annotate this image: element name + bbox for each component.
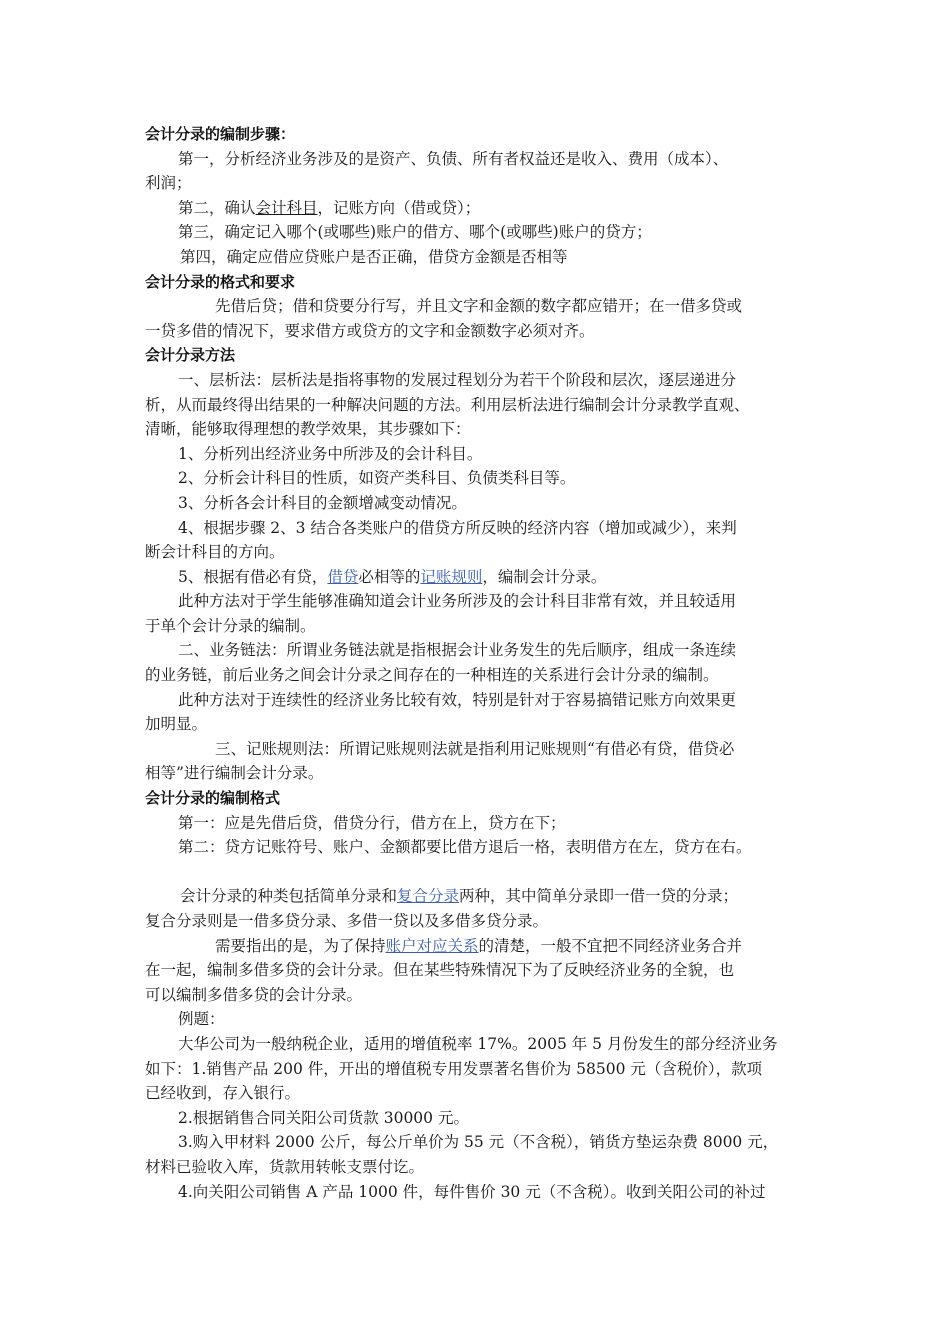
document-body [145,122,825,1204]
types-line-1 [145,884,825,909]
method-3-line-1: 三、记账规则法：所谓记账规则法就是指利用记账规则“有借必有贷，借贷必 [215,739,735,758]
format-req-line-1: 先借后贷；借和贷要分行写，并且文字和金额的数字都应错开；在一借多贷或 [215,297,743,316]
example-item-3-line-1: 3.购入甲材料 2000 公斤，每公斤单价为 55 元（不含税），销货方垫运杂费 8000 元， [178,1133,779,1152]
heading-steps: 会计分录的编制步骤： [145,125,296,143]
step-5-prefix: 5、根据有借必有贷， [178,567,328,586]
heading-format-requirements: 会计分录的格式和要求 [145,272,296,291]
method-1-step-2: 2、分析会计科目的性质，如资产类科目、负债类科目等。 [178,469,576,488]
method-2-note-line-2: 加明显。 [145,715,208,734]
compound-entry-link[interactable]: 复合分录 [397,887,460,906]
method-1-note-line-2: 于单个会计分录的编制。 [145,616,316,635]
step-1-line-2: 利润； [145,174,192,193]
types-line-2: 复合分录则是一借多贷分录、多借一贷以及多借多贷分录。 [145,912,549,930]
method-1-step-4-line-2: 断会计科目的方向。 [145,543,285,562]
types-prefix: 会计分录的种类包括简单分录和 [180,887,398,906]
method-2-line-2: 的业务链，前后业务之间会计分录之间存在的一种相连的关系进行会计分录的编制。 [145,666,719,685]
method-1-step-5 [145,565,825,590]
method-1-step-3: 3、分析各会计科目的金额增减变动情况。 [178,493,467,512]
note-line-2: 在一起，编制多借多贷的会计分录。但在某些特殊情况下为了反映经济业务的全貌，也 [145,961,735,980]
example-intro-line-1: 大华公司为一般纳税企业，适用的增值税率 17%。2005 年 5 月份发生的部分经济业务 [178,1034,778,1053]
step-4: 第四，确定应借应贷账户是否正确，借贷方金额是否相等 [180,247,568,266]
note-line-1 [145,934,825,959]
example-item-2: 2.根据销售合同关阳公司货款 30000 元。 [178,1108,469,1127]
method-2-note-line-1: 此种方法对于连续性的经济业务比较有效，特别是针对于容易搞错记账方向效果更 [178,690,737,709]
method-1-line-3: 清晰，能够取得理想的教学效果，其步骤如下： [145,420,471,439]
step-5-suffix: ，编制会计分录。 [482,567,607,586]
types-suffix: 两种，其中简单分录即一借一贷的分录； [459,887,739,906]
example-item-3-line-2: 材料已验收入库，货款用转帐支票付讫。 [145,1157,425,1176]
method-2-line-1: 二、业务链法：所谓业务链法就是指根据会计业务发生的先后顺序，组成一条连续 [178,641,737,660]
note-suffix: 的清楚，一般不宜把不同经济业务合并 [478,936,743,955]
format-rule-2: 第二：贷方记账符号、账户、金额都要比借方退后一格，表明借方在左，贷方在右。 [178,838,752,857]
note-line-3: 可以编制多借多贷的会计分录。 [145,985,363,1004]
note-prefix: 需要指出的是，为了保持 [215,936,386,955]
method-1-step-4-line-1: 4、根据步骤 2、3 结合各类账户的借贷方所反映的经济内容（增加或减少），来判 [178,518,737,537]
example-intro-line-3: 已经收到，存入银行。 [145,1084,301,1103]
step-5-middle: 必相等的 [358,567,421,586]
bookkeeping-rules-link[interactable]: 记账规则 [420,567,483,586]
step-2-suffix: ，记账方向（借或贷）； [317,198,481,217]
debit-credit-link[interactable]: 借贷 [327,567,359,586]
method-1-line-2: 析，从而最终得出结果的一种解决问题的方法。利用层析法进行编制会计分录教学直观、 [145,395,750,414]
example-item-4-line-1: 4.向关阳公司销售 A 产品 1000 件，每件售价 30 元（不含税）。收到关阳公司的补过 [178,1182,766,1201]
step-3: 第三，确定记入哪个(或哪些)账户的借方、哪个(或哪些)账户的贷方； [178,223,652,242]
format-rule-1: 第一：应是先借后贷，借贷分行，借方在上，贷方在下； [178,813,566,832]
heading-methods: 会计分录方法 [145,346,236,365]
account-correspondence-link[interactable]: 账户对应关系 [385,936,479,955]
step-2-prefix: 第二，确认 [178,198,256,217]
spacer [145,860,825,885]
accounting-subject-term: 会计科目 [255,198,318,217]
method-1-note-line-1: 此种方法对于学生能够准确知道会计业务所涉及的会计科目非常有效，并且较适用 [178,592,737,611]
example-title: 例题： [178,1010,225,1029]
method-3-line-2: 相等”进行编制会计分录。 [145,764,324,783]
example-intro-line-2: 如下：1.销售产品 200 件，开出的增值税专用发票著名售价为 58500 元（含税价），款项 [145,1059,763,1078]
step-1-line-1: 第一，分析经济业务涉及的是资产、负债、所有者权益还是收入、费用（成本）、 [178,149,729,168]
format-req-line-2: 一贷多借的情况下，要求借方或贷方的文字和金额数字必须对齐。 [145,321,595,340]
method-1-step-1: 1、分析列出经济业务中所涉及的会计科目。 [178,444,483,463]
heading-format: 会计分录的编制格式 [145,789,281,808]
step-2 [145,196,825,221]
method-1-line-1: 一、层析法：层析法是指将事物的发展过程划分为若干个阶段和层次，逐层递进分 [178,370,737,389]
